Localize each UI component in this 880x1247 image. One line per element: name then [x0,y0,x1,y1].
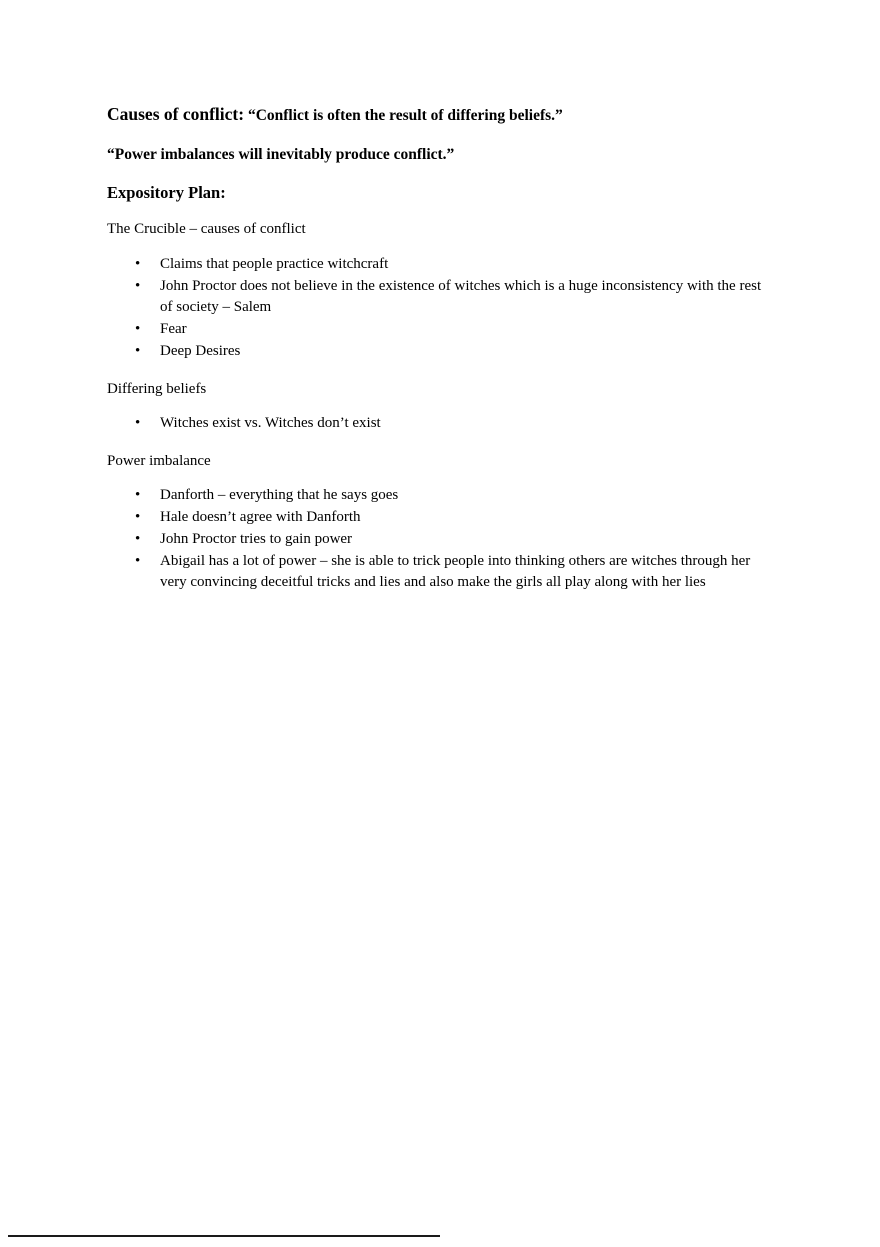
section-label-power-imbalance: Power imbalance [107,452,211,469]
list-item-text: John Proctor does not believe in the existence of witches which is a huge inconsistency with the rest of society – Salem [160,277,762,316]
list-item-text: John Proctor tries to gain power [160,530,353,547]
list-item [107,319,767,341]
list-item-text: Claims that people practice witchcraft [160,255,389,272]
page-title-quote-text: “Conflict is often the result of differing beliefs.” [247,107,563,124]
list-item [107,529,767,551]
bullet-icon: • [135,342,141,359]
bullet-icon: • [135,255,141,272]
list-item-text: Witches exist vs. Witches don’t exist [160,415,381,432]
bullet-icon: • [135,487,141,504]
bullet-icon: • [135,415,141,432]
footnote-separator-rule [8,1235,440,1237]
list-item-text: Danforth – everything that he says goes [160,487,399,504]
page-title-quote [244,107,563,124]
bullet-icon: • [135,321,141,338]
list-item-text: Abigail has a lot of power – she is able to trick people into thinking others are witches through her very convincing deceitful tricks and lies and also make the girls all play along with her lies [160,552,751,591]
list-item [107,254,767,276]
bullet-list-the-crucible [107,254,767,380]
list-item [107,551,767,595]
list-item [107,341,767,363]
section-heading-expository-plan: Expository Plan: [107,182,226,202]
section-label-the-crucible: The Crucible – causes of conflict [107,221,306,238]
document-body [107,105,767,611]
bullet-icon: • [135,552,141,569]
bullet-icon: • [135,277,141,294]
bullet-list-power-imbalance [107,485,767,611]
list-item-text: Fear [160,321,187,338]
list-item-text: Hale doesn’t agree with Danforth [160,509,361,526]
list-item-text: Deep Desires [160,342,241,359]
subtitle-quote: “Power imbalances will inevitably produce conflict.” [107,145,455,163]
bullet-icon: • [135,509,141,526]
page-title-lead: Causes of conflict: [107,104,245,124]
page-title [107,105,767,146]
bullet-icon: • [135,530,141,547]
list-item [107,507,767,529]
list-item [107,485,767,507]
list-item [107,413,767,435]
list-item [107,276,767,320]
bullet-list-differing-beliefs [107,413,767,452]
section-label-differing-beliefs: Differing beliefs [107,380,207,397]
